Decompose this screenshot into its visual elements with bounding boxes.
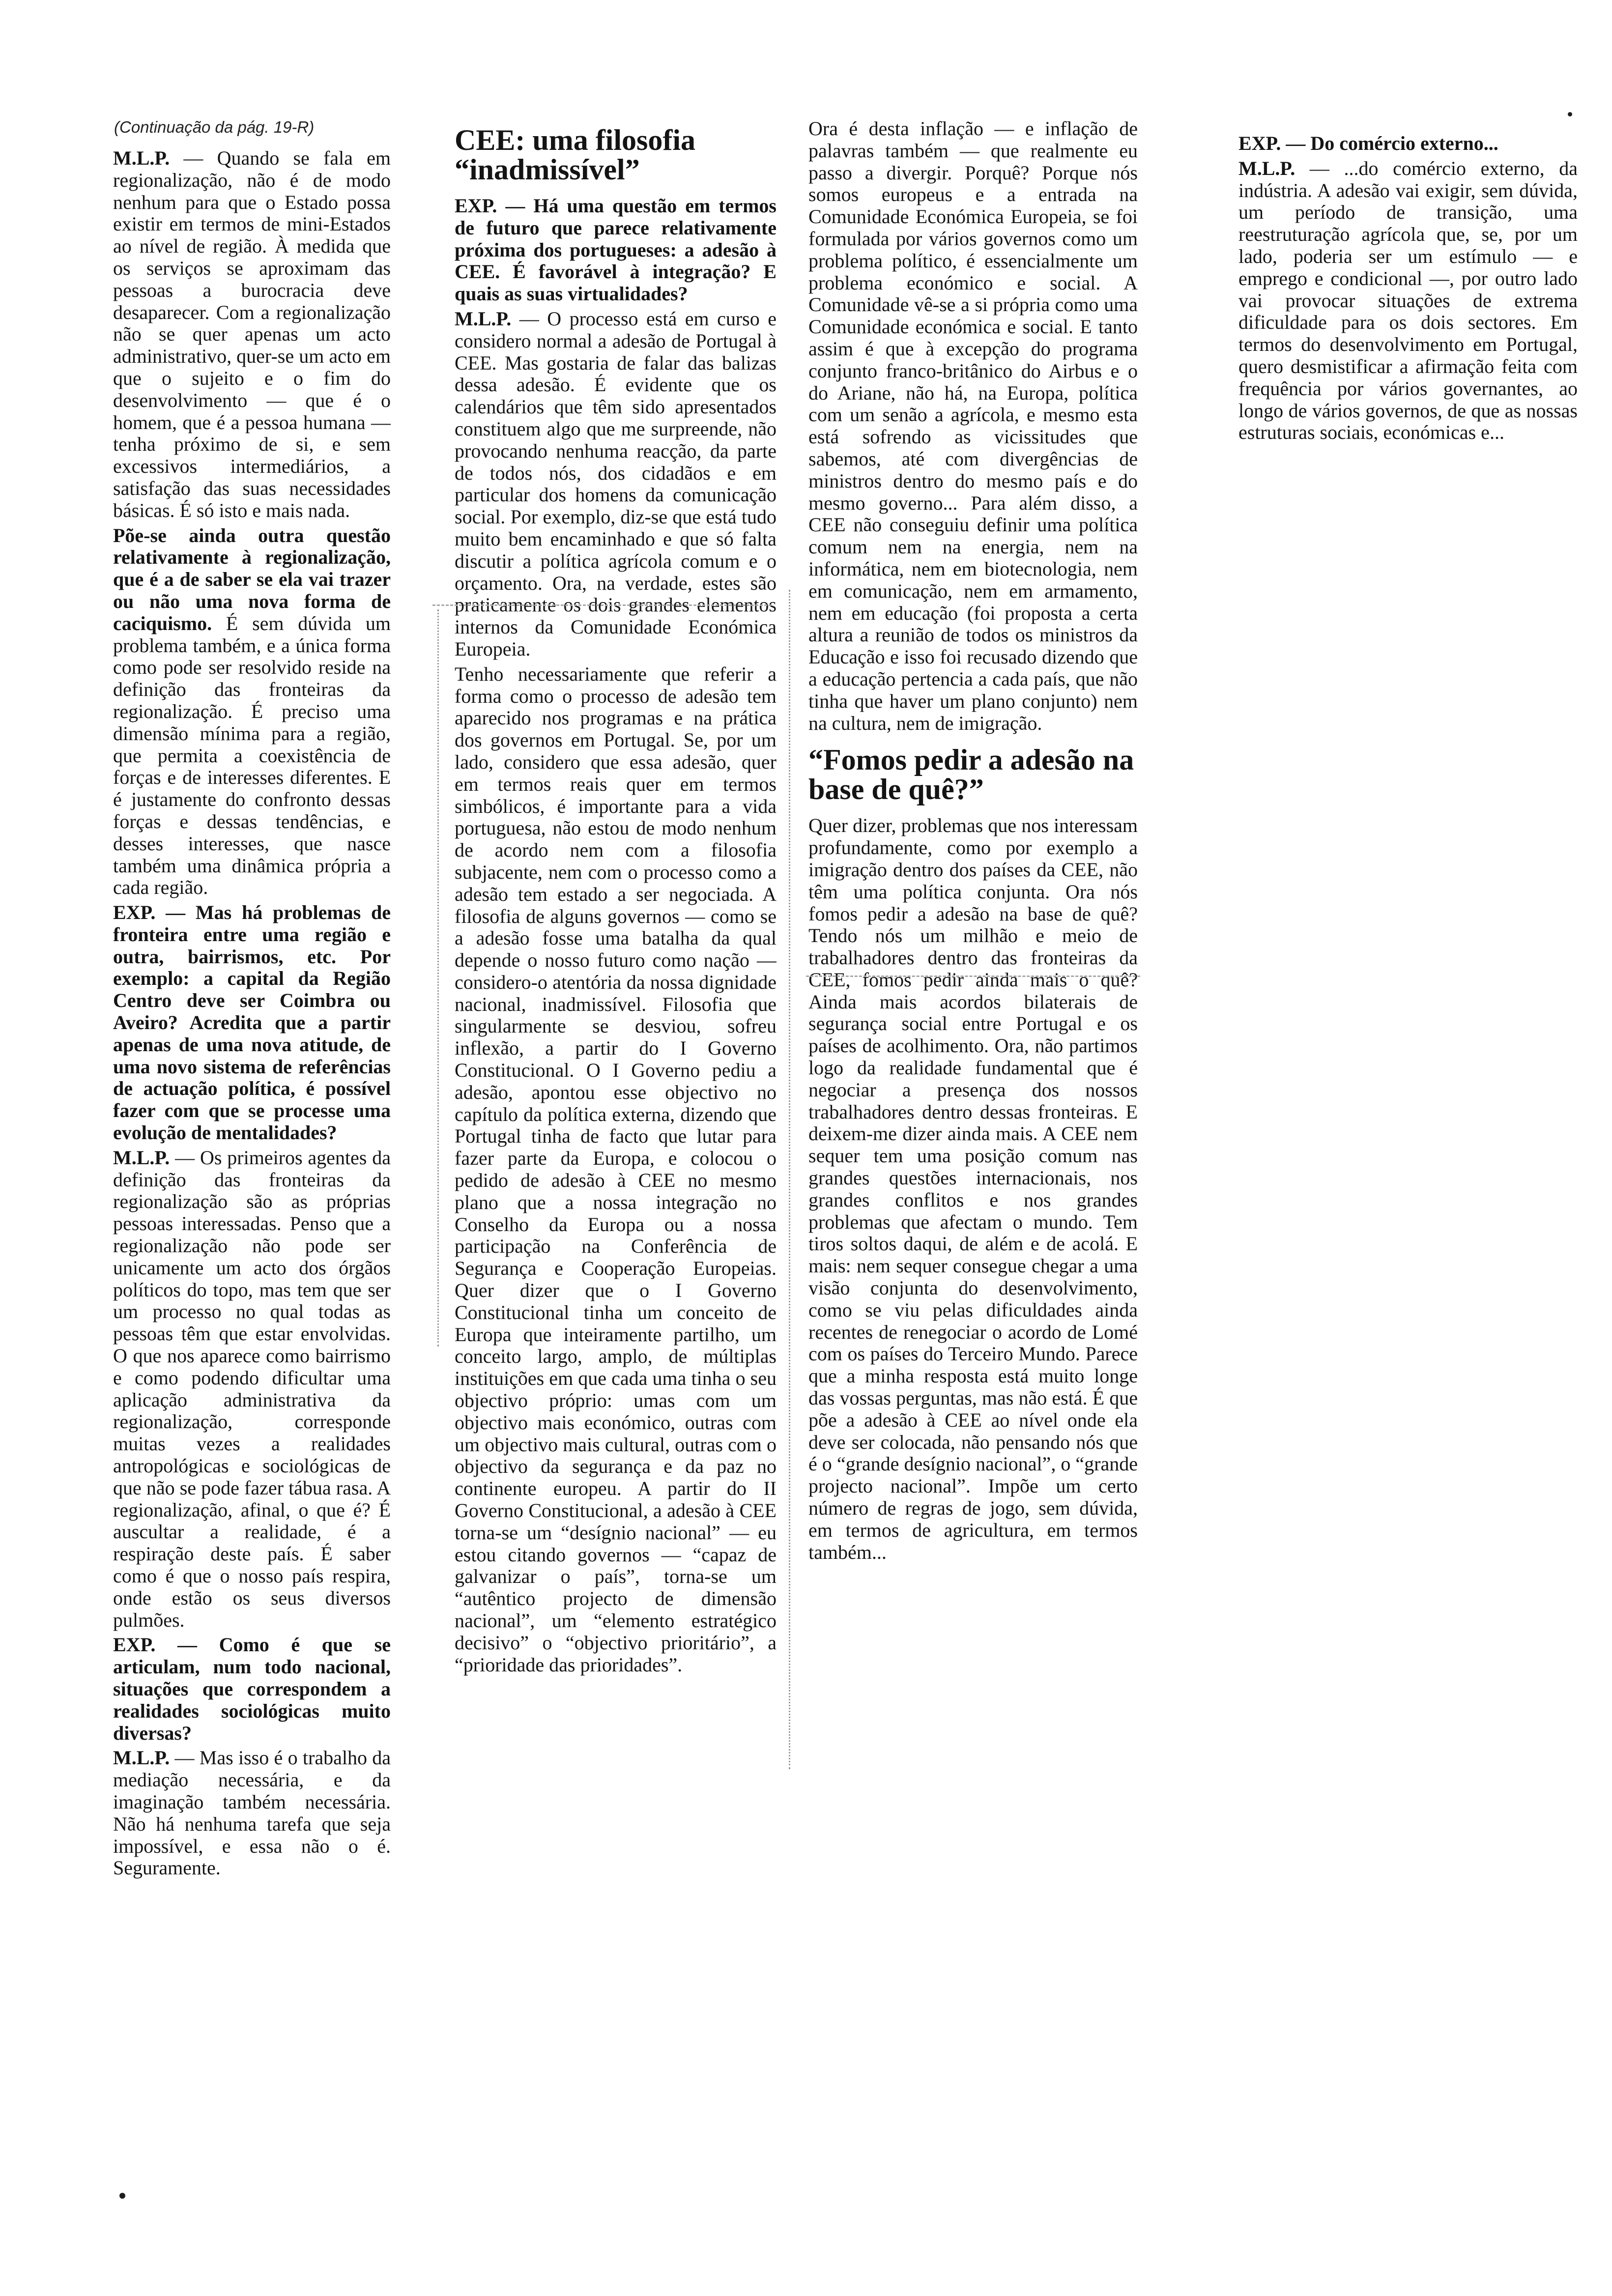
column-rule (789, 590, 790, 1769)
speaker-label: M.L.P. (113, 147, 170, 169)
section-headline: “Fomos pedir a adesão na base de quê?” (808, 744, 1134, 806)
paragraph-text: — Mas isso é o trabalho da mediação necessária, e da imaginação também necessária. Não há nenhuma tarefa que seja impossível, e essa não o é. Seguramente. (113, 1747, 391, 1879)
paragraph (455, 308, 777, 660)
paragraph-text: — Quando se fala em regionalização, não é de modo nenhum para que o Estado possa existir em termos de mini-Estados ao nível de região. À medida que os serviços se aproximam das pessoas a burocracia deve desaparecer. Com a regionalização não se quer apenas um acto administrativo, quer-se um acto em que o sujeito e o fim do desenvolvimento — que é o homem, que é a pessoa humana — tenha próximo de si, e sem excessivos intermediários, a satisfação das suas necessidades básicas. É só isto e mais nada. (113, 147, 391, 521)
interview-question: Põe-se ainda outra questão relativamente à regionalização, que é a de saber se ela vai trazer ou não uma nova forma de caciquismo. (113, 524, 391, 634)
continuation-note: (Continuação da pág. 19-R) (114, 118, 315, 136)
column-1 (113, 147, 391, 2113)
paragraph-text: É sem dúvida um problema também, e a única forma como pode ser resolvido reside na definição das fronteiras da regionalização. É preciso uma dimensão mínima para a região, que permita a coexistência de forças e de interesses diferentes. E é justamente do confronto dessas forças e dessas tendências, e desses interesses, que nasce também uma dinâmica própria a cada região. (113, 612, 391, 899)
paragraph (113, 525, 391, 899)
paragraph (455, 663, 777, 1676)
speaker-label: M.L.P. (1238, 157, 1295, 179)
interview-question: EXP. — Como é que se articulam, num todo nacional, situações que correspondem a realidades sociológicas muito diversas? (113, 1634, 391, 1744)
column-rule (437, 609, 439, 1347)
paragraph (113, 1747, 391, 1879)
interview-question: EXP. — Do comércio externo... (1238, 133, 1498, 154)
paragraph (113, 1634, 391, 1744)
paragraph-text: Tenho necessariamente que referir a forma como o processo de adesão tem aparecido nos programas e na prática dos governos em Portugal. Se, por um lado, considero que essa adesão, quer em termos reais quer em termos simbólicos, é importante para a vida portuguesa, não estou de modo nenhum de acordo nem com a filosofia subjacente, nem com o processo como a adesão tem estado a ser negociada. A filosofia de alguns governos — como se a adesão fosse uma batalha da qual depende o nosso futuro como nação — considero-o atentória da nossa dignidade nacional, inadmissível. Filosofia que singularmente se desviou, sofreu inflexão, a partir do I Governo Constitucional. O I Governo pediu a adesão, apontou esse objectivo no capítulo da política externa, dizendo que Portugal tinha de facto que lutar para fazer parte da Europa, e colocou o pedido de adesão à CEE no mesmo plano que a nossa integração no Conselho da Europa ou a nossa participação na Conferência de Segurança e Cooperação Europeias. Quer dizer que o I Governo Constitucional tinha um conceito de Europa que inteiramente partilho, um conceito largo, amplo, de múltiplas instituições em que cada uma tinha o seu objectivo próprio: umas com um objectivo mais económico, outras com um objectivo mais cultural, outras com o objectivo da segurança e da paz no continente europeu. A partir do II Governo Constitucional, a adesão à CEE torna-se um “desígnio nacional” — eu estou citando governos — “capaz de galvanizar o país”, torna-se um “autêntico projecto de dimensão nacional”, um “elemento estratégico decisivo” o “objectivo prioritário”, a “prioridade das prioridades”. (455, 662, 777, 1676)
section-headline: CEE: uma filosofia “inadmissível” (455, 125, 696, 186)
paragraph (1238, 158, 1578, 444)
print-speck (119, 2193, 125, 2199)
print-speck (1568, 112, 1572, 116)
paragraph (1238, 133, 1578, 155)
speaker-label: M.L.P. (113, 1146, 170, 1169)
speaker-label: M.L.P. (455, 307, 512, 330)
paragraph (113, 1147, 391, 1632)
interview-question: EXP. — Mas há problemas de fronteira entre uma região e outra, bairrismos, etc. Por exemplo: a capital da Região Centro deve ser Coimbra ou Aveiro? Acredita que a partir apenas de uma nova atitude, de uma novo sistema de referências de actuação política, é possível fazer com que se processe uma evolução de mentalidades? (113, 901, 391, 1144)
paragraph (113, 147, 391, 522)
interview-question: EXP. — Há uma questão em termos de futuro que parece relativamente próxima dos portugueses: a adesão à CEE. É favorável à integração? E quais as suas virtualidades? (455, 195, 777, 305)
paragraph (455, 195, 777, 305)
paragraph (113, 902, 391, 1144)
paragraph-text: — O processo está em curso e considero normal a adesão de Portugal à CEE. Mas gostaria de falar das balizas dessa adesão. É evidente que os calendários que têm sido apresentados constituem algo que me surpreende, não provocando nenhuma reacção, da parte de todos nós, dos cidadãos e em particular dos homens da comunicação social. Por exemplo, diz-se que está tudo muito bem encaminhado e que só falta discutir a política agrícola comum e o orçamento. Ora, na verdade, estes são praticamente os dois grandes elementos internos da Comunidade Económica Europeia. (455, 307, 777, 660)
paragraph: Quer dizer, problemas que nos interessam profundamente, como por exemplo a imigração dentro dos países da CEE, não têm uma política conjunta. Ora nós fomos pedir a adesão na base de quê? Tendo nós um milhão e meio de trabalhadores dentro das fronteiras da CEE, fomos pedir ainda mais o quê? Ainda mais acordos bilaterais de segurança social entre Portugal e os países de acolhimento. Ora, não partimos logo da realidade fundamental que é negociar a presença dos nossos trabalhadores dentro dessas fronteiras. E deixem-me dizer ainda mais. A CEE nem sequer tem uma posição comum nas grandes questões internacionais, nos grandes conflitos e nos grandes problemas que afectam o mundo. Tem tiros soltos daqui, de além e de acolá. E mais: nem sequer consegue chegar a uma visão conjunta do desenvolvimento, como se viu pelas dificuldades ainda recentes de renegociar o acordo de Lomé com os países do Terceiro Mundo. Parece que a minha resposta está muito longe das vossas perguntas, mas não está. É que põe a adesão à CEE ao nível onde ela deve ser colocada, não pensando nós que é o “grande desígnio nacional”, o “grande projecto nacional”. Impõe um certo número de regras de jogo, sem dúvida, em termos de agricultura, em termos também... (808, 814, 1138, 1563)
column-4 (1238, 133, 1578, 624)
separator-line (806, 976, 1140, 977)
paragraph: Ora é desta inflação — e inflação de palavras também — que realmente eu passo a divergir. Porquê? Porque nós somos europeus e a entrada na Comunidade Económica Europeia, se foi formulada por vários governos como um problema político, é essencialmente um problema económico e social. A Comunidade vê-se a si própria como uma Comunidade económica e social. E tanto assim é que à excepção do programa conjunto franco-britânico do Airbus e o do Ariane, não há, na Europa, política com um senão a agrícola, e mesmo esta está sofrendo as vicissitudes que sabemos, até com divergências de ministros dentro do mesmo país e do mesmo governo... Para além disso, a CEE não conseguiu definir uma política comum nem na energia, nem na informática, nem em biotecnologia, nem em comunicação, nem em armamento, nem em educação (foi proposta a certa altura a reunião de todos os ministros da Educação e isso foi recusado dizendo que a educação pertencia a cada país, que não tinha que haver um plano conjunto) nem na cultura, nem de imigração. (808, 118, 1138, 734)
column-3 (808, 118, 1138, 2270)
paragraph-text: — ...do comércio externo, da indústria. A adesão vai exigir, sem dúvida, um período de transição, uma reestruturação agrícola que, se, por um lado, poderia ser um estímulo — e emprego e condicional —, por outro lado vai provocar situações de extrema dificuldade para os dois sectores. Em termos do desenvolvimento em Portugal, quero desmistificar a afirmação feita com frequência por vários governantes, ao longo de vários governos, de que as nossas estruturas sociais, económicas e... (1238, 157, 1578, 444)
separator-line (432, 604, 772, 606)
paragraph-text: — Os primeiros agentes da definição das fronteiras da regionalização são as próprias pessoas interessadas. Penso que a regionalização não pode ser unicamente um acto dos órgãos políticos do topo, mas tem que ser um processo no qual todas as pessoas têm que estar envolvidas. O que nos aparece como bairrismo e como podendo dificultar uma aplicação administrativa da regionalização, corresponde muitas vezes a realidades antropológicas e sociológicas de que não se pode fazer tábua rasa. A regionalização, afinal, o que é? É auscultar a realidade, é a respiração deste país. É saber como é que o nosso país respira, onde estão os seus diversos pulmões. (113, 1146, 391, 1631)
speaker-label: M.L.P. (113, 1747, 170, 1769)
column-2 (455, 125, 777, 2288)
